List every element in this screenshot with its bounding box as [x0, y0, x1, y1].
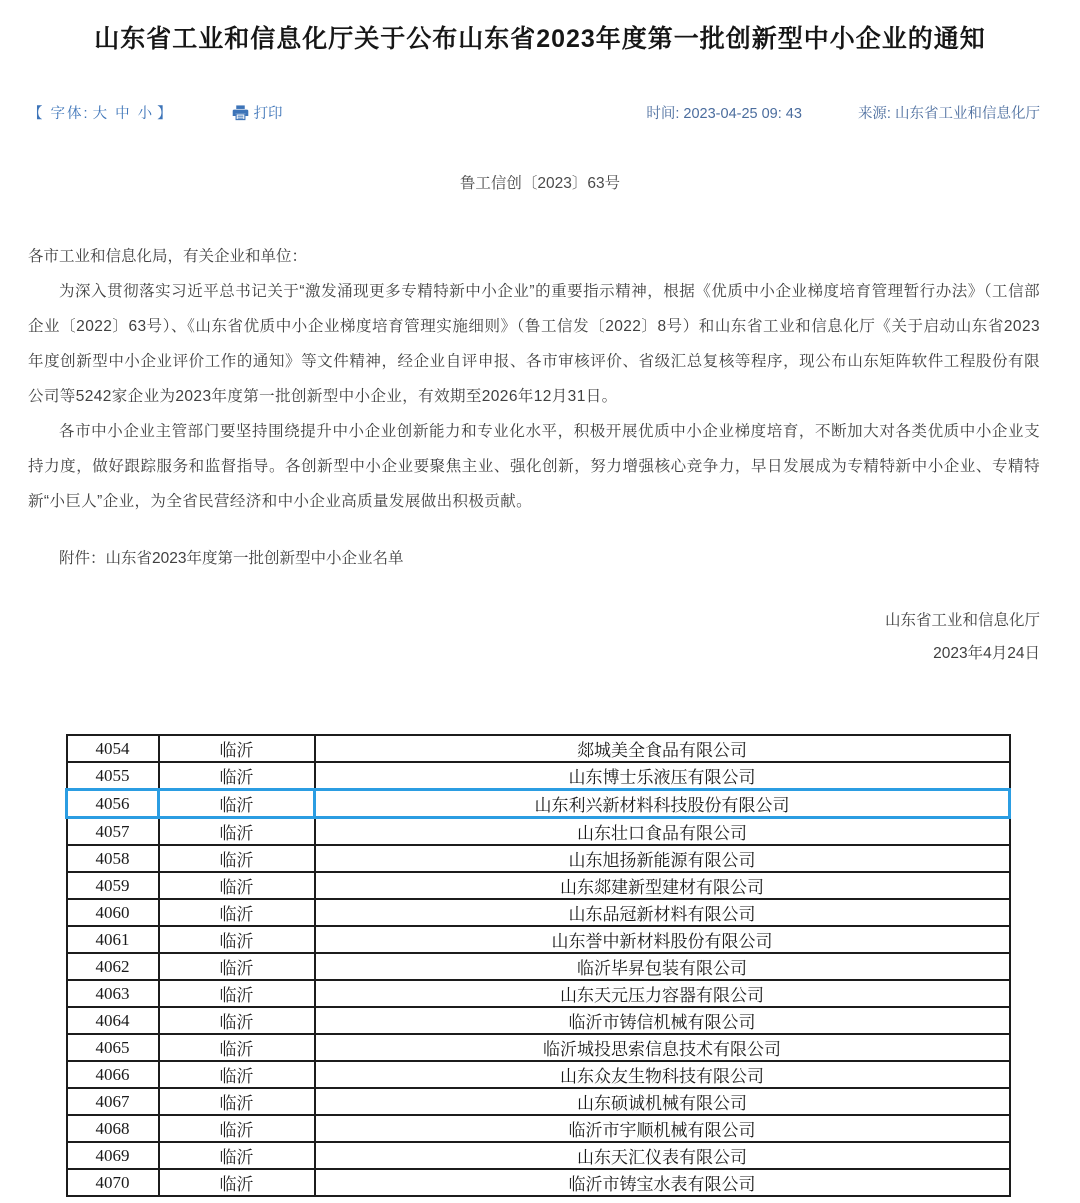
city-cell: 临沂 [159, 790, 315, 818]
company-table-body [67, 735, 1010, 1196]
font-label-prefix: 【 字体: [28, 106, 90, 122]
publish-time-value: 2023-04-25 09: 43 [683, 106, 802, 122]
table-row [67, 899, 1010, 926]
company-cell: 郯城美全食品有限公司 [315, 735, 1010, 762]
city-cell: 临沂 [159, 1142, 315, 1169]
city-cell: 临沂 [159, 1034, 315, 1061]
city-cell: 临沂 [159, 735, 315, 762]
company-cell: 山东利兴新材料科技股份有限公司 [315, 790, 1010, 818]
company-cell: 山东郯建新型建材有限公司 [315, 872, 1010, 899]
row-number-cell: 4066 [67, 1061, 159, 1088]
company-cell: 临沂市铸信机械有限公司 [315, 1007, 1010, 1034]
city-cell: 临沂 [159, 980, 315, 1007]
city-cell: 临沂 [159, 1061, 315, 1088]
row-number-cell: 4068 [67, 1115, 159, 1142]
page-title: 山东省工业和信息化厅关于公布山东省2023年度第一批创新型中小企业的通知 [94, 25, 986, 53]
table-row [67, 1169, 1010, 1196]
attachment-line: 附件：山东省2023年度第一批创新型中小企业名单 [59, 550, 404, 567]
toolbar [0, 102, 1080, 123]
row-number-cell: 4057 [67, 818, 159, 846]
print-label: 打印 [253, 106, 283, 122]
company-table [65, 734, 1011, 1197]
toolbar-right [646, 102, 1040, 123]
city-cell: 临沂 [159, 953, 315, 980]
company-cell: 临沂市宇顺机械有限公司 [315, 1115, 1010, 1142]
row-number-cell: 4064 [67, 1007, 159, 1034]
table-row [67, 762, 1010, 790]
table-row [67, 1007, 1010, 1034]
printer-icon [232, 104, 249, 121]
company-cell: 山东博士乐液压有限公司 [315, 762, 1010, 790]
body-paragraph-2: 各市中小企业主管部门要坚持围绕提升中小企业创新能力和专业化水平，积极开展优质中小企业梯度培育，不断加大对各类优质中小企业支持力度，做好跟踪服务和监督指导。各创新型中小企业要聚焦主业、强化创新，努力增强核心竞争力，早日发展成为专精特新中小企业、专精特新“小巨人”企业，为全省民营经济和中小企业高质量发展做出积极贡献。 [28, 423, 1040, 510]
city-cell: 临沂 [159, 1088, 315, 1115]
table-row [67, 1115, 1010, 1142]
company-cell: 山东天汇仪表有限公司 [315, 1142, 1010, 1169]
row-number-cell: 4070 [67, 1169, 159, 1196]
row-number-cell: 4061 [67, 926, 159, 953]
table-row [67, 953, 1010, 980]
city-cell: 临沂 [159, 1007, 315, 1034]
table-row [67, 1061, 1010, 1088]
row-number-cell: 4058 [67, 845, 159, 872]
font-size-large-link[interactable]: 大 [92, 106, 110, 122]
source [858, 102, 1040, 123]
doc-number: 鲁工信创〔2023〕63号 [459, 175, 621, 192]
table-row [67, 845, 1010, 872]
row-number-cell: 4056 [67, 790, 159, 818]
table-row [67, 980, 1010, 1007]
row-number-cell: 4069 [67, 1142, 159, 1169]
source-value: 山东省工业和信息化厅 [895, 106, 1040, 122]
company-cell: 山东誉中新材料股份有限公司 [315, 926, 1010, 953]
table-row [67, 735, 1010, 762]
row-number-cell: 4063 [67, 980, 159, 1007]
city-cell: 临沂 [159, 926, 315, 953]
issue-date: 2023年4月24日 [933, 645, 1040, 662]
body-paragraph-1: 为深入贯彻落实习近平总书记关于“激发涌现更多专精特新中小企业”的重要指示精神，根据《优质中小企业梯度培育管理暂行办法》（工信部企业〔2022〕63号）、《山东省优质中小企业梯度培育管理实施细则》（鲁工信发〔2022〕8号）和山东省工业和信息化厅《关于启动山东省2023年度创新型中小企业评价工作的通知》等文件精神，经企业自评申报、各市审核评价、省级汇总复核等程序，现公布山东矩阵软件工程股份有限公司等5242家企业为2023年度第一批创新型中小企业，有效期至2026年12月31日。 [28, 283, 1040, 405]
city-cell: 临沂 [159, 872, 315, 899]
company-cell: 山东硕诚机械有限公司 [315, 1088, 1010, 1115]
row-number-cell: 4054 [67, 735, 159, 762]
table-row [67, 790, 1010, 818]
issuer: 山东省工业和信息化厅 [884, 612, 1040, 629]
city-cell: 临沂 [159, 845, 315, 872]
city-cell: 临沂 [159, 762, 315, 790]
table-row [67, 1088, 1010, 1115]
company-cell: 临沂市铸宝水表有限公司 [315, 1169, 1010, 1196]
company-cell: 临沂城投思索信息技术有限公司 [315, 1034, 1010, 1061]
city-cell: 临沂 [159, 1169, 315, 1196]
city-cell: 临沂 [159, 899, 315, 926]
table-row [67, 1034, 1010, 1061]
company-cell: 山东品冠新材料有限公司 [315, 899, 1010, 926]
print-button[interactable] [232, 102, 283, 123]
doc-body [0, 239, 1080, 670]
row-number-cell: 4062 [67, 953, 159, 980]
city-cell: 临沂 [159, 818, 315, 846]
row-number-cell: 4065 [67, 1034, 159, 1061]
font-size-control [28, 102, 174, 123]
row-number-cell: 4060 [67, 899, 159, 926]
publish-time [646, 102, 802, 123]
publish-time-label: 时间: [646, 106, 684, 122]
table-row [67, 872, 1010, 899]
font-size-small-link[interactable]: 小 [137, 106, 155, 122]
city-cell: 临沂 [159, 1115, 315, 1142]
company-cell: 临沂毕昇包装有限公司 [315, 953, 1010, 980]
row-number-cell: 4059 [67, 872, 159, 899]
table-row [67, 818, 1010, 846]
row-number-cell: 4055 [67, 762, 159, 790]
table-row [67, 1142, 1010, 1169]
font-size-medium-link[interactable]: 中 [115, 106, 132, 122]
table-row [67, 926, 1010, 953]
row-number-cell: 4067 [67, 1088, 159, 1115]
company-cell: 山东众友生物科技有限公司 [315, 1061, 1010, 1088]
source-label: 来源: [857, 106, 895, 122]
company-cell: 山东天元压力容器有限公司 [315, 980, 1010, 1007]
company-cell: 山东旭扬新能源有限公司 [315, 845, 1010, 872]
salutation: 各市工业和信息化局，有关企业和单位： [28, 248, 308, 265]
font-label-suffix: 】 [157, 106, 174, 122]
company-cell: 山东壮口食品有限公司 [315, 818, 1010, 846]
toolbar-left [28, 102, 283, 123]
